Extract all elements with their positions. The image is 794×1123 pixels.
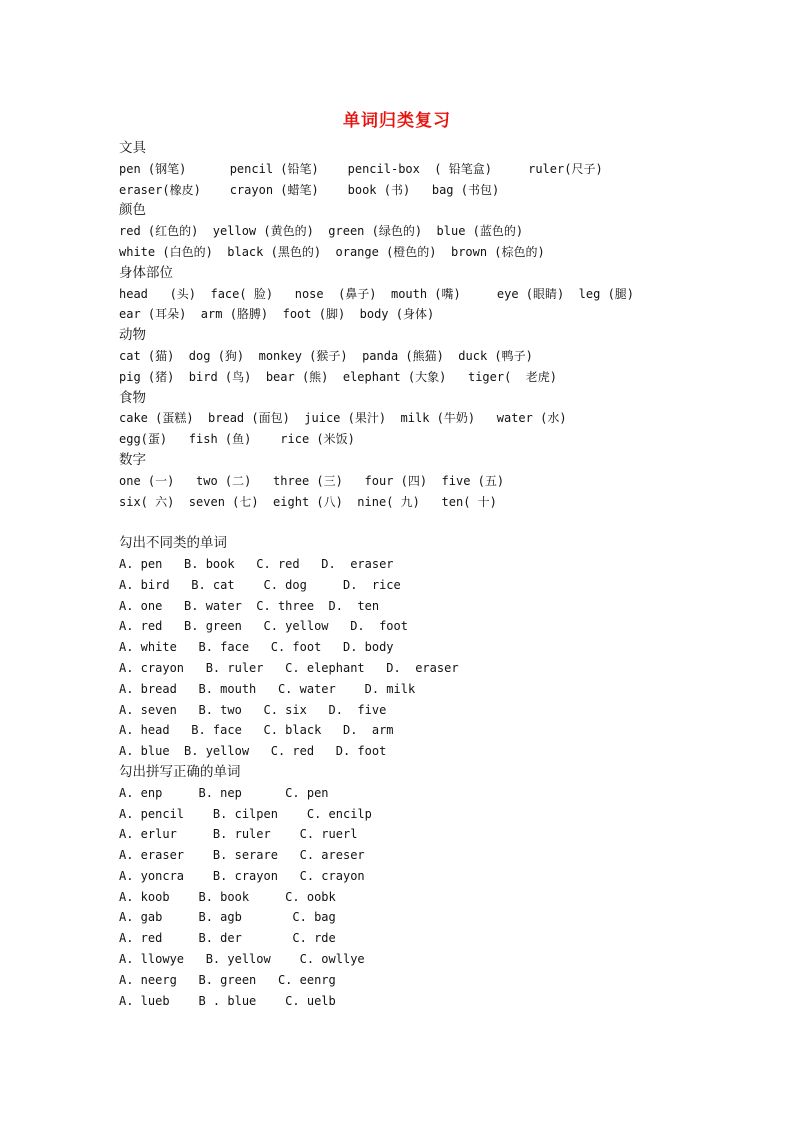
question-line: A. white B. face C. foot D. body xyxy=(119,640,394,655)
exercise-heading: 勾出拼写正确的单词 xyxy=(119,763,241,780)
question-line: A. enp B. nep C. pen xyxy=(119,785,329,800)
question-line: A. erlur B. ruler C. ruerl xyxy=(119,827,358,842)
page-title: 单词归类复习 xyxy=(343,111,451,131)
section-heading: 身体部位 xyxy=(119,264,173,281)
question-line: A. bird B. cat C. dog D. rice xyxy=(119,577,401,592)
question-line: A. seven B. two C. six D. five xyxy=(119,702,387,717)
vocab-line: pen (钢笔) pencil (铅笔) pencil-box ( 铅笔盒) ruler(尺子) xyxy=(119,161,603,176)
section-heading: 食物 xyxy=(119,389,146,406)
spacer xyxy=(119,512,759,533)
vocab-line: egg(蛋) fish (鱼) rice (米饭) xyxy=(119,432,355,447)
question-line: A. red B. green C. yellow D. foot xyxy=(119,619,408,634)
vocab-section-food xyxy=(119,388,759,450)
question-line: A. red B. der C. rde xyxy=(119,931,336,946)
exercise-odd-one-out xyxy=(119,533,759,762)
section-heading: 颜色 xyxy=(119,202,146,219)
vocab-line: pig (猪) bird (鸟) bear (熊) elephant (大象) tiger( 老虎) xyxy=(119,369,558,384)
vocab-line: cat (猫) dog (狗) monkey (猴子) panda (熊猫) duck (鸭子) xyxy=(119,348,533,363)
question-line: A. head B. face C. black D. arm xyxy=(119,723,394,738)
question-line: A. gab B. agb C. bag xyxy=(119,910,336,925)
vocab-section-numbers xyxy=(119,450,759,512)
vocab-line: cake (蛋糕) bread (面包) juice (果汁) milk (牛奶) water (水) xyxy=(119,411,567,426)
section-heading: 数字 xyxy=(119,451,146,468)
vocab-line: white (白色的) black (黑色的) orange (橙色的) brown (棕色的) xyxy=(119,244,545,259)
document-body xyxy=(119,138,759,1011)
question-line: A. neerg B. green C. eenrg xyxy=(119,972,336,987)
section-heading: 文具 xyxy=(119,140,146,156)
question-line: A. pencil B. cilpen C. encilp xyxy=(119,806,372,821)
question-line: A. yoncra B. crayon C. crayon xyxy=(119,868,365,883)
question-line: A. one B. water C. three D. ten xyxy=(119,598,380,613)
question-line: A. blue B. yellow C. red D. foot xyxy=(119,744,387,759)
vocab-line: head (头) face( 脸) nose (鼻子) mouth (嘴) eye (眼睛) leg (腿) xyxy=(119,286,635,301)
question-line: A. eraser B. serare C. areser xyxy=(119,848,365,863)
vocab-line: red (红色的) yellow (黄色的) green (绿色的) blue (蓝色的) xyxy=(119,224,524,239)
vocab-section-colors xyxy=(119,200,759,262)
question-line: A. crayon B. ruler C. elephant D. eraser xyxy=(119,660,459,675)
vocab-line: ear (耳朵) arm (胳膊) foot (脚) body (身体) xyxy=(119,307,435,322)
vocab-section-body-parts xyxy=(119,263,759,325)
question-line: A. koob B. book C. oobk xyxy=(119,889,336,904)
vocab-line: six( 六) seven (七) eight (八) nine( 九) ten( 十) xyxy=(119,494,497,509)
vocab-section-stationery xyxy=(119,138,759,200)
question-line: A. llowye B. yellow C. owllye xyxy=(119,952,365,967)
section-heading: 动物 xyxy=(119,327,146,344)
vocab-section-animals xyxy=(119,325,759,387)
exercise-correct-spelling xyxy=(119,762,759,1012)
question-line: A. lueb B . blue C. uelb xyxy=(119,993,336,1008)
exercise-heading: 勾出不同类的单词 xyxy=(119,535,227,552)
question-line: A. pen B. book C. red D. eraser xyxy=(119,556,394,571)
vocab-line: eraser(橡皮) crayon (蜡笔) book (书) bag (书包) xyxy=(119,182,500,197)
question-line: A. bread B. mouth C. water D. milk xyxy=(119,681,416,696)
vocab-line: one (一) two (二) three (三) four (四) five (五) xyxy=(119,473,505,488)
